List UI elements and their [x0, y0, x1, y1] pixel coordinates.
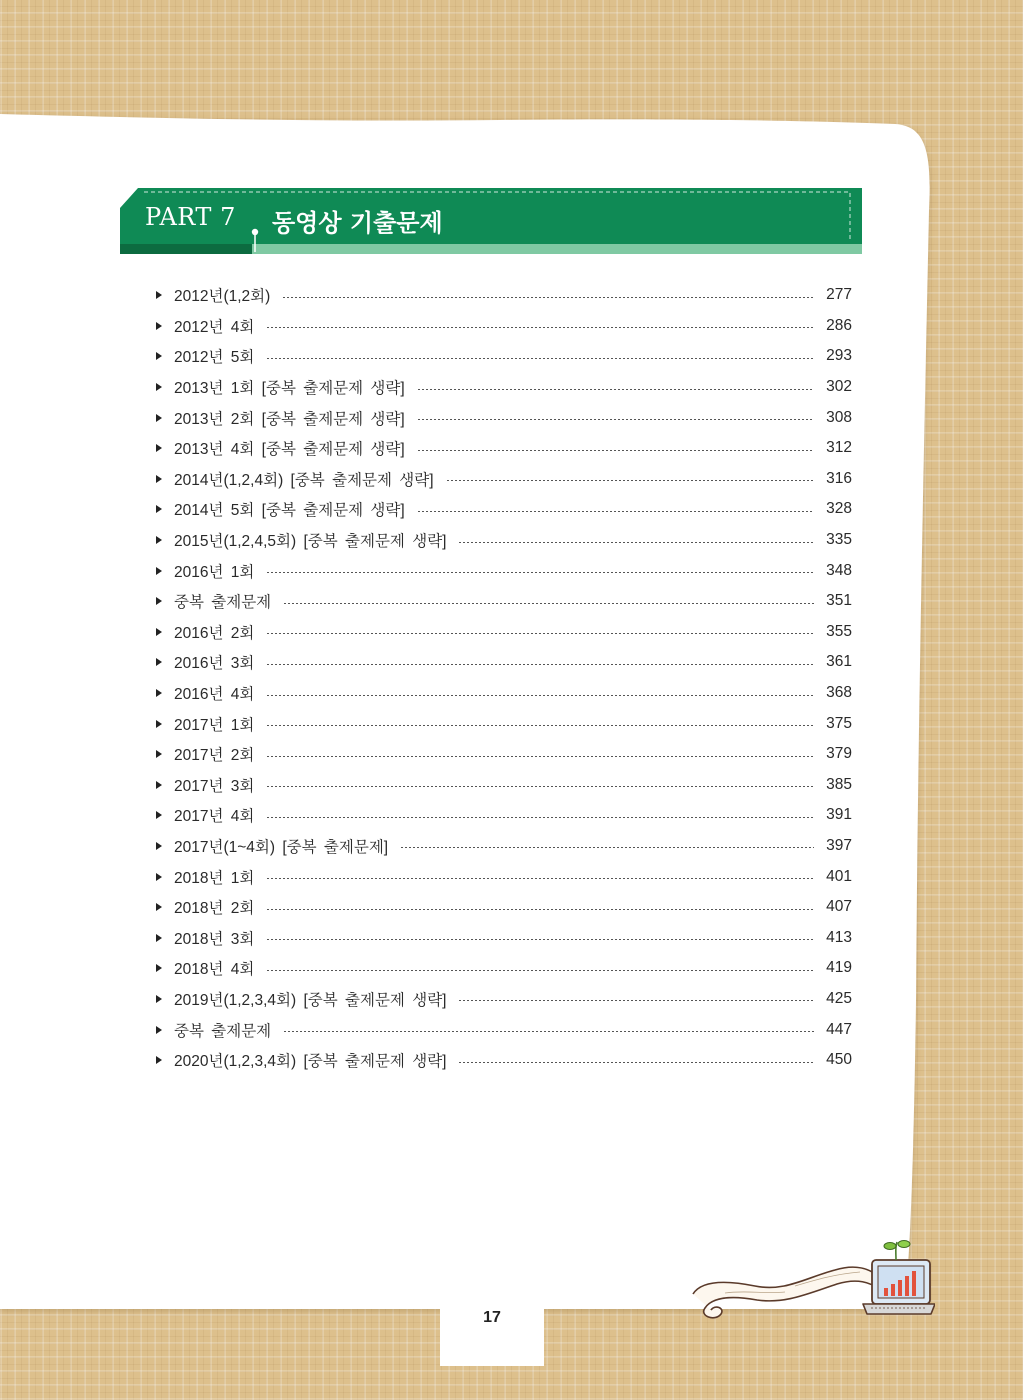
- dot-leader: [458, 1062, 814, 1063]
- toc-entry-page: 312: [826, 439, 852, 457]
- dot-leader: [458, 1000, 814, 1001]
- triangle-right-icon: [156, 995, 162, 1003]
- toc-entry-label: 2012년 5회: [174, 349, 255, 367]
- dot-leader: [417, 450, 814, 451]
- triangle-right-icon: [156, 1056, 162, 1064]
- toc-entry: [150, 770, 852, 801]
- toc-entry-page: 375: [826, 714, 852, 732]
- toc-entry-page: 348: [826, 561, 852, 579]
- dot-leader: [266, 756, 814, 757]
- toc-list: [150, 280, 852, 1075]
- toc-entry: [150, 586, 852, 617]
- toc-entry-page: 293: [826, 347, 852, 365]
- toc-entry: [150, 617, 852, 648]
- toc-entry: [150, 555, 852, 586]
- toc-entry-page: 419: [826, 959, 852, 977]
- dot-leader: [283, 1031, 814, 1032]
- dot-leader: [400, 847, 814, 848]
- triangle-right-icon: [156, 322, 162, 330]
- triangle-right-icon: [156, 597, 162, 605]
- triangle-right-icon: [156, 414, 162, 422]
- toc-entry-page: 286: [826, 316, 852, 334]
- toc-entry: [150, 861, 852, 892]
- toc-entry: [150, 708, 852, 739]
- toc-entry: [150, 678, 852, 709]
- triangle-right-icon: [156, 505, 162, 513]
- toc-entry-label: 2012년 4회: [174, 318, 255, 336]
- toc-entry: [150, 525, 852, 556]
- triangle-right-icon: [156, 811, 162, 819]
- laptop-growth-chart-icon: [685, 1238, 935, 1328]
- toc-entry-page: 316: [826, 469, 852, 487]
- toc-entry: [150, 892, 852, 923]
- dot-leader: [283, 603, 814, 604]
- toc-entry-label: 2018년 2회: [174, 900, 255, 918]
- triangle-right-icon: [156, 1026, 162, 1034]
- toc-entry: [150, 831, 852, 862]
- toc-entry-page: 351: [826, 592, 852, 610]
- triangle-right-icon: [156, 903, 162, 911]
- toc-entry-page: 447: [826, 1020, 852, 1038]
- part-subtitle: 동영상 기출문제: [272, 209, 443, 237]
- toc-entry-label: 2017년(1~4회) [중복 출제문제]: [174, 838, 389, 856]
- dot-leader: [458, 542, 814, 543]
- dot-leader: [266, 878, 814, 879]
- toc-entry-label: 2013년 2회 [중복 출제문제 생략]: [174, 410, 405, 428]
- triangle-right-icon: [156, 444, 162, 452]
- dot-leader: [266, 664, 814, 665]
- triangle-right-icon: [156, 352, 162, 360]
- page-number: 17: [483, 1309, 501, 1326]
- triangle-right-icon: [156, 291, 162, 299]
- toc-entry-label: 2015년(1,2,4,5회) [중복 출제문제 생략]: [174, 533, 447, 551]
- toc-entry-label: 2013년 1회 [중복 출제문제 생략]: [174, 380, 405, 398]
- dot-leader: [266, 909, 814, 910]
- triangle-right-icon: [156, 873, 162, 881]
- page-number-tab: [440, 1296, 544, 1366]
- toc-entry-label: 중복 출제문제: [174, 1022, 272, 1040]
- toc-entry-label: 2013년 4회 [중복 출제문제 생략]: [174, 441, 405, 459]
- toc-entry-label: 2017년 3회: [174, 777, 255, 795]
- dot-leader: [266, 725, 814, 726]
- toc-entry: [150, 1045, 852, 1076]
- toc-entry-label: 2017년 4회: [174, 808, 255, 826]
- toc-entry-label: 2020년(1,2,3,4회) [중복 출제문제 생략]: [174, 1053, 447, 1071]
- triangle-right-icon: [156, 383, 162, 391]
- toc-entry-page: 391: [826, 806, 852, 824]
- dot-leader: [417, 419, 814, 420]
- toc-entry-label: 2018년 4회: [174, 961, 255, 979]
- triangle-right-icon: [156, 842, 162, 850]
- dot-leader: [266, 633, 814, 634]
- dot-leader: [266, 695, 814, 696]
- toc-entry: [150, 311, 852, 342]
- dot-leader: [266, 572, 814, 573]
- toc-entry: [150, 280, 852, 311]
- toc-entry-page: 450: [826, 1051, 852, 1069]
- triangle-right-icon: [156, 689, 162, 697]
- toc-entry-label: 2014년 5회 [중복 출제문제 생략]: [174, 502, 405, 520]
- dot-leader: [266, 817, 814, 818]
- triangle-right-icon: [156, 750, 162, 758]
- toc-entry: [150, 372, 852, 403]
- toc-entry-page: 397: [826, 836, 852, 854]
- toc-entry-label: 중복 출제문제: [174, 594, 272, 612]
- toc-entry-page: 361: [826, 653, 852, 671]
- toc-entry-page: 425: [826, 989, 852, 1007]
- toc-entry-page: 335: [826, 531, 852, 549]
- toc-entry-label: 2017년 1회: [174, 716, 255, 734]
- toc-entry-label: 2012년(1,2회): [174, 288, 271, 306]
- toc-entry-page: 407: [826, 898, 852, 916]
- dot-leader: [266, 970, 814, 971]
- dot-leader: [446, 480, 814, 481]
- toc-entry: [150, 739, 852, 770]
- toc-entry: [150, 494, 852, 525]
- toc-entry: [150, 402, 852, 433]
- triangle-right-icon: [156, 475, 162, 483]
- triangle-right-icon: [156, 567, 162, 575]
- dot-leader: [266, 939, 814, 940]
- dot-leader: [282, 297, 814, 298]
- part-title: PART 7: [145, 203, 236, 231]
- toc-entry-label: 2016년 2회: [174, 624, 255, 642]
- dot-leader: [266, 358, 814, 359]
- toc-entry-page: 368: [826, 684, 852, 702]
- toc-entry-page: 308: [826, 408, 852, 426]
- toc-entry-label: 2018년 3회: [174, 930, 255, 948]
- toc-entry-page: 379: [826, 745, 852, 763]
- triangle-right-icon: [156, 934, 162, 942]
- toc-entry-page: 385: [826, 775, 852, 793]
- toc-entry-page: 401: [826, 867, 852, 885]
- dot-leader: [417, 389, 814, 390]
- toc-entry-label: 2019년(1,2,3,4회) [중복 출제문제 생략]: [174, 991, 447, 1009]
- toc-entry-page: 328: [826, 500, 852, 518]
- toc-entry: [150, 953, 852, 984]
- triangle-right-icon: [156, 658, 162, 666]
- toc-entry: [150, 984, 852, 1015]
- toc-entry: [150, 433, 852, 464]
- triangle-right-icon: [156, 781, 162, 789]
- toc-entry-label: 2016년 4회: [174, 686, 255, 704]
- toc-entry-page: 277: [826, 286, 852, 304]
- triangle-right-icon: [156, 628, 162, 636]
- toc-entry-page: 302: [826, 378, 852, 396]
- toc-entry: [150, 341, 852, 372]
- toc-entry: [150, 464, 852, 495]
- toc-entry: [150, 922, 852, 953]
- triangle-right-icon: [156, 536, 162, 544]
- toc-entry-label: 2016년 1회: [174, 563, 255, 581]
- triangle-right-icon: [156, 720, 162, 728]
- triangle-right-icon: [156, 964, 162, 972]
- toc-entry-page: 355: [826, 622, 852, 640]
- toc-entry: [150, 647, 852, 678]
- dot-leader: [266, 786, 814, 787]
- toc-entry-page: 413: [826, 928, 852, 946]
- toc-entry-label: 2018년 1회: [174, 869, 255, 887]
- toc-entry-label: 2016년 3회: [174, 655, 255, 673]
- toc-entry: [150, 1014, 852, 1045]
- toc-entry: [150, 800, 852, 831]
- dot-leader: [417, 511, 814, 512]
- toc-entry-label: 2014년(1,2,4회) [중복 출제문제 생략]: [174, 471, 434, 489]
- dot-leader: [266, 327, 814, 328]
- toc-entry-label: 2017년 2회: [174, 747, 255, 765]
